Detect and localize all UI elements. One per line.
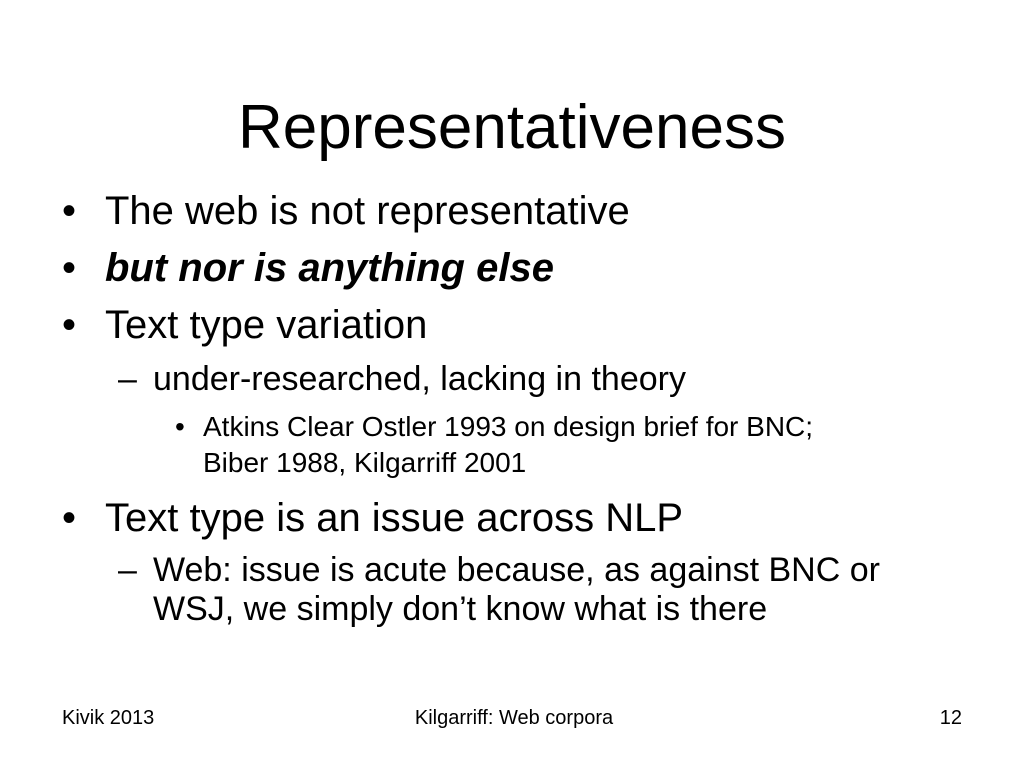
sub-bullet-text: under-researched, lacking in theory (153, 360, 686, 398)
bullet-text-emphasized: but nor is anything else (105, 246, 554, 290)
footer-event: Kivik 2013 (62, 707, 155, 729)
sub-sub-bullet-text (203, 409, 813, 481)
bullet-marker: • (62, 303, 77, 347)
text-line: Atkins Clear Ostler 1993 on design brief for BNC; (203, 411, 814, 442)
slide-number: 12 (939, 707, 962, 729)
text-line: WSJ, we simply don’t know what is there (153, 590, 768, 628)
footer-title: Kilgarriff: Web corpora (414, 707, 614, 729)
bullet-marker: • (62, 189, 77, 233)
bullet-marker: • (175, 411, 185, 442)
dash-marker: – (118, 360, 137, 398)
text-line: Biber 1988, Kilgarriff 2001 (203, 447, 527, 478)
dash-marker: – (118, 551, 137, 589)
bullet-text: Text type variation (105, 303, 428, 347)
bullet-text: The web is not representative (105, 189, 630, 233)
bullet-text: Text type is an issue across NLP (105, 496, 684, 540)
bullet-marker: • (62, 246, 77, 290)
sub-bullet-text (153, 551, 880, 629)
slide-title: Representativeness (238, 93, 786, 162)
text-line: Web: issue is acute because, as against BNC or (153, 551, 880, 589)
bullet-marker: • (62, 496, 77, 540)
